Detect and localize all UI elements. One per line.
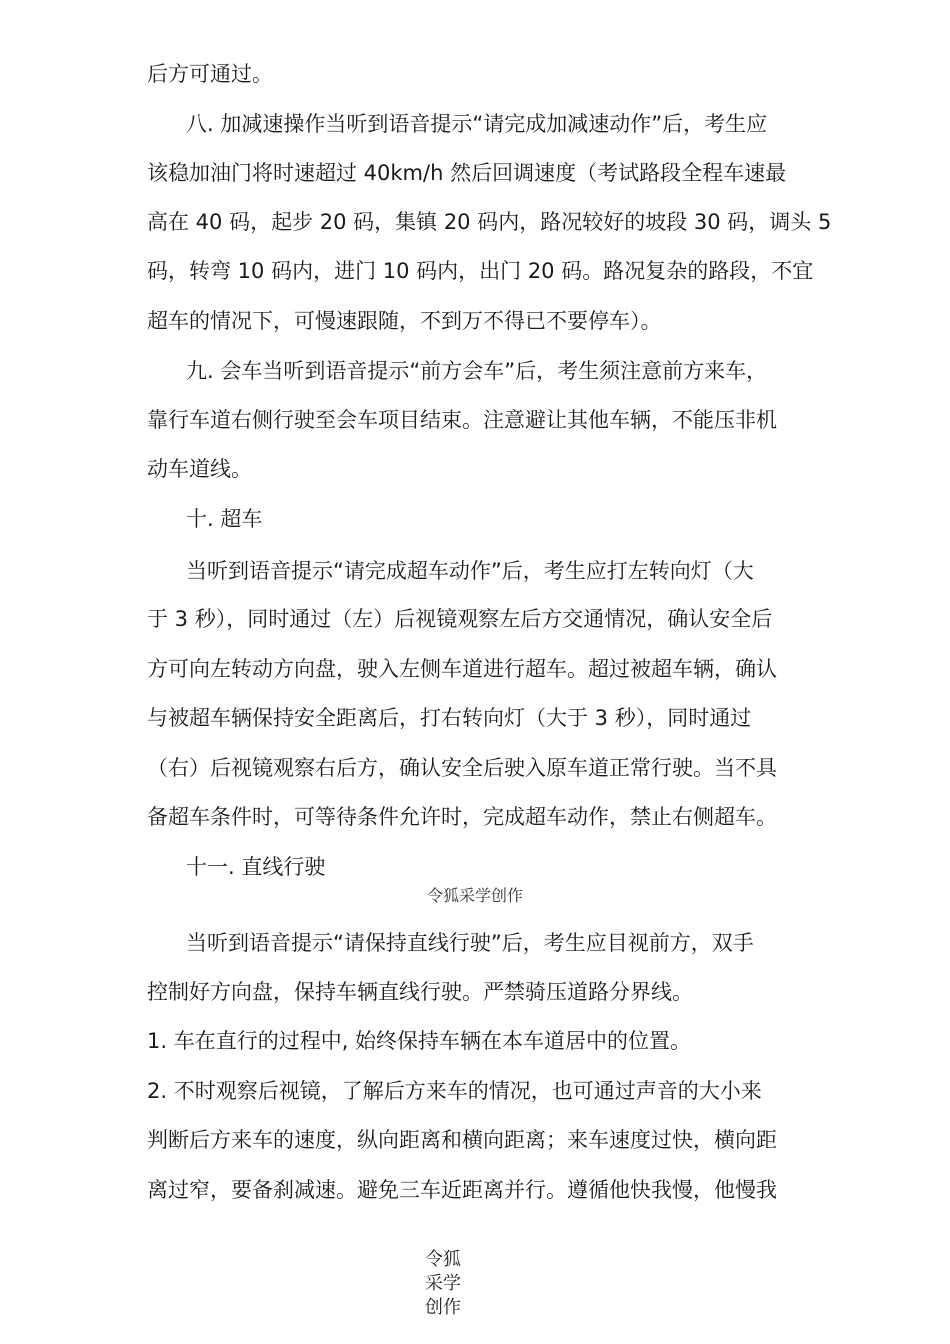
- watermark-text: 令狐采学创作: [426, 886, 523, 905]
- text-line: 离过窄，要备刹减速。避免三车近距离并行。遵循他快我慢，他慢我: [147, 1178, 777, 1202]
- text-line: 靠行车道右侧行驶至会车项目结束。注意避让其他车辆，不能压非机: [147, 408, 777, 432]
- text-line: 判断后方来车的速度，纵向距离和横向距离；来车速度过快，横向距: [147, 1128, 777, 1152]
- text-line: 动车道线。: [147, 457, 252, 481]
- footer-line: 令狐: [425, 1249, 461, 1270]
- text-line: 方可向左转动方向盘，驶入左侧车道进行超车。超过被超车辆，确认: [147, 657, 777, 681]
- text-line: 当听到语音提示“请完成超车动作”后，考生应打左转向灯（大: [186, 559, 754, 583]
- section-heading-9: 九. 会车当听到语音提示“前方会车”后，考生须注意前方来车，: [186, 359, 768, 383]
- footer-watermark: [395, 1248, 491, 1320]
- footer-line: 采学: [425, 1273, 461, 1294]
- text-line: 当听到语音提示“请保持直线行驶”后，考生应目视前方，双手: [186, 931, 754, 955]
- section-heading-8: 八. 加减速操作当听到语音提示“请完成加减速动作”后，考生应: [186, 112, 768, 136]
- text-line: 超车的情况下，可慢速跟随，不到万不得已不要停车）。: [147, 309, 662, 333]
- footer-line: 创作: [425, 1297, 461, 1318]
- text-line: 码，转弯 10 码内，进门 10 码内，出门 20 码。路况复杂的路段，不宜: [147, 259, 814, 283]
- text-line: 该稳加油门将时速超过 40km/h 然后回调速度（考试路段全程车速最: [147, 161, 787, 185]
- text-line: 于 3 秒），同时通过（左）后视镜观察左后方交通情况，确认安全后: [147, 607, 773, 631]
- list-item-2: 2. 不时观察后视镜，了解后方来车的情况，也可通过声音的大小来: [147, 1079, 762, 1103]
- text-line: 备超车条件时，可等待条件允许时，完成超车动作，禁止右侧超车。: [147, 805, 777, 829]
- section-heading-11: 十一. 直线行驶: [186, 855, 326, 879]
- text-line: 控制好方向盘，保持车辆直线行驶。严禁骑压道路分界线。: [147, 980, 693, 1004]
- text-line: （右）后视镜观察右后方，确认安全后驶入原车道正常行驶。当不具: [147, 756, 777, 780]
- list-item-1: 1. 车在直行的过程中, 始终保持车辆在本车道居中的位置。: [147, 1029, 692, 1053]
- text-line: 高在 40 码，起步 20 码，集镇 20 码内，路况较好的坡段 30 码，调头 5: [147, 210, 832, 234]
- text-line: 与被超车辆保持安全距离后，打右转向灯（大于 3 秒），同时通过: [147, 706, 752, 730]
- section-heading-10: 十. 超车: [186, 507, 263, 531]
- text-line: 后方可通过。: [147, 62, 273, 86]
